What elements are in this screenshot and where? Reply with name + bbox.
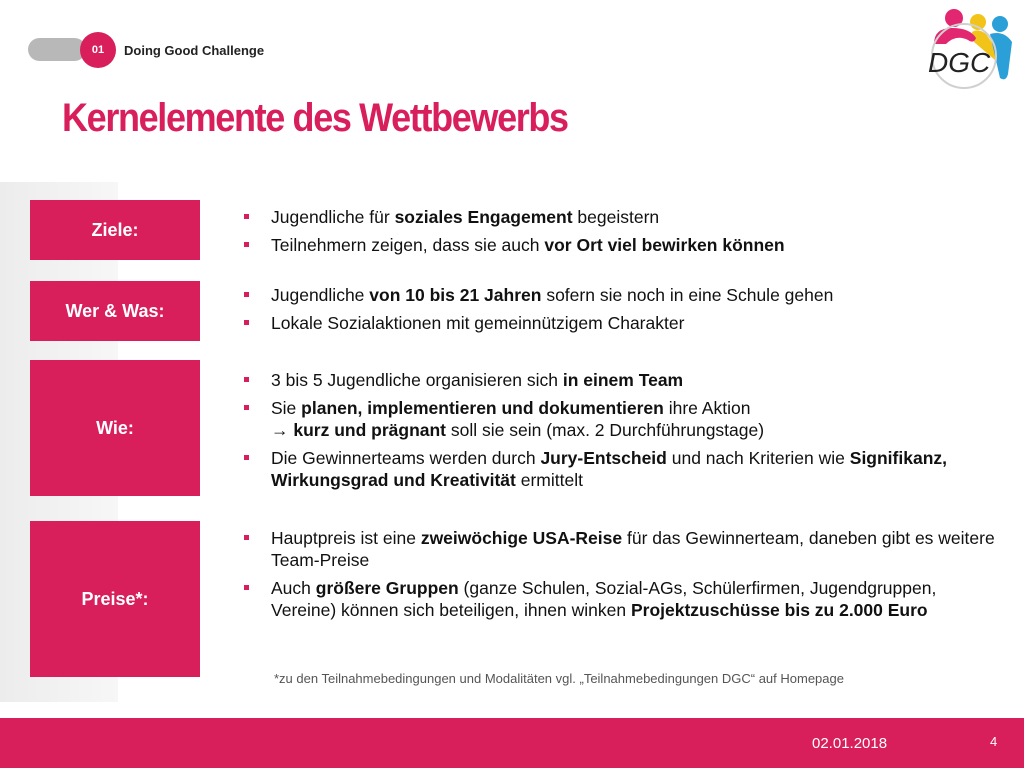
bullet-item — [244, 234, 1004, 256]
bullet-text: Auch — [271, 578, 316, 598]
footer-date: 02.01.2018 — [812, 735, 888, 752]
bullet-item — [244, 527, 1004, 571]
bullet-text: Teilnehmern zeigen, dass sie auch — [271, 235, 545, 255]
page-title: Kernelemente des Wettbewerbs — [62, 96, 568, 140]
bullet-text: begeistern — [572, 207, 660, 227]
bullet-text: Hauptpreis ist eine — [271, 528, 421, 548]
section-number-badge: 01 — [80, 32, 116, 68]
bullet-list-wer-was — [244, 284, 1004, 340]
label-box-wer-was: Wer & Was: — [30, 281, 200, 341]
bullet-item — [244, 447, 1004, 491]
bullet-item — [244, 284, 1004, 306]
bullet-text: Lokale Sozialaktionen mit gemeinnützigem Charakter — [271, 313, 685, 333]
bullet-text: soll sie sein (max. 2 Durchführungstage) — [446, 420, 765, 440]
bullet-text-bold: Signifikanz, Wirkungsgrad und Kreativität — [271, 448, 947, 490]
bullet-text: Sie — [271, 398, 302, 418]
bullet-text-bold: zweiwöchige USA-Reise — [420, 528, 623, 548]
page-number: 4 — [990, 734, 998, 749]
bullet-text: 3 bis 5 Jugendliche organisieren sich — [271, 370, 563, 390]
bullet-item — [244, 206, 1004, 228]
section-indicator-bar — [28, 38, 86, 61]
bullet-text: Jugendliche — [271, 285, 370, 305]
dgc-logo — [912, 4, 1020, 94]
bullet-item — [244, 369, 1004, 391]
label-box-preise: Preise*: — [30, 521, 200, 677]
bullet-text: (ganze Schulen, Sozial-AGs, Schülerfirmen, Jugendgruppen, Vereine) können sich beteiligen, ihnen winken — [271, 578, 937, 620]
logo-person-blue-head — [992, 16, 1008, 32]
bullet-item — [244, 397, 1004, 441]
bullet-text: Jugendliche für — [271, 207, 395, 227]
footnote: *zu den Teilnahmebedingungen und Modalitäten vgl. „Teilnahmebedingungen DGC“ auf Homepage — [274, 671, 844, 686]
bullet-text: Die Gewinnerteams werden durch — [271, 448, 541, 468]
bullet-text-bold: soziales Engagement — [394, 207, 573, 227]
bullet-item — [244, 577, 1004, 621]
bullet-list-wie — [244, 369, 1004, 497]
bullet-text-bold: vor Ort viel bewirken können — [544, 235, 785, 255]
bullet-text-bold: von 10 bis 21 Jahren — [369, 285, 542, 305]
bullet-text-bold: planen, implementieren und dokumentieren — [301, 398, 664, 418]
bullet-text: sofern sie noch in eine Schule gehen — [541, 285, 834, 305]
bullet-text-bold: Jury-Entscheid — [540, 448, 667, 468]
bullet-text-bold: in einem Team — [562, 370, 684, 390]
bullet-text: für das Gewinnerteam, daneben gibt es weitere Team-Preise — [271, 528, 995, 570]
bullet-text: und nach Kriterien wie — [666, 448, 850, 468]
bullet-item — [244, 312, 1004, 334]
bullet-text: → — [271, 420, 294, 440]
bullet-list-ziele — [244, 206, 1004, 262]
bullet-text-bold: Projektzuschüsse bis zu 2.000 Euro — [630, 600, 928, 620]
label-box-ziele: Ziele: — [30, 200, 200, 260]
bullet-list-preise — [244, 527, 1004, 627]
label-box-wie: Wie: — [30, 360, 200, 496]
bullet-text: ermittelt — [515, 470, 583, 490]
bullet-text: ihre Aktion — [663, 398, 751, 418]
bullet-text-bold: größere Gruppen — [315, 578, 459, 598]
logo-text: DGC — [928, 47, 991, 78]
bullet-text-bold: kurz und prägnant — [293, 420, 447, 440]
section-label: Doing Good Challenge — [124, 43, 265, 58]
